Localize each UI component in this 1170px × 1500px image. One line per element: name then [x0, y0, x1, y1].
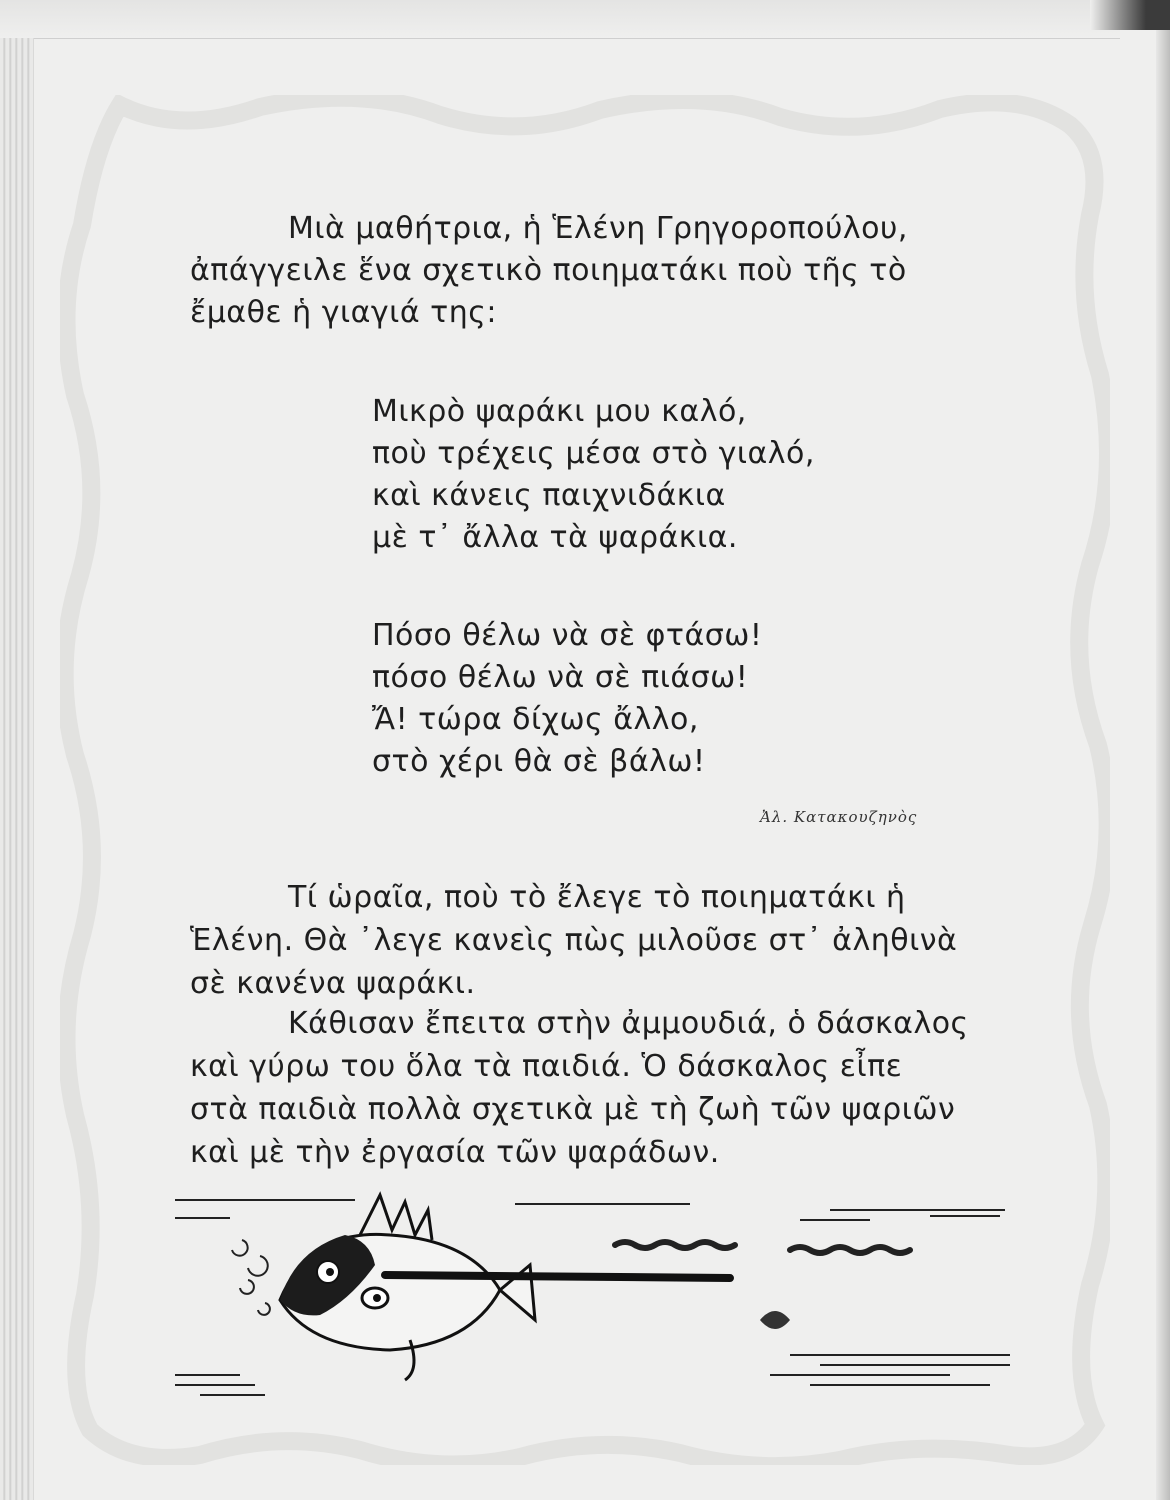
page-corner-shadow	[1090, 0, 1170, 30]
after-line-1: Τί ὡραῖα, ποὺ τὸ ἔλεγε τὸ ποιηματάκι ἡ	[288, 880, 906, 915]
poem-stanza-1	[372, 391, 815, 559]
poem-line: Μικρὸ ψαράκι μου καλό,	[372, 394, 747, 429]
fish-icon	[280, 1195, 730, 1380]
poem-line: πόσο θέλω νὰ σὲ πιάσω!	[372, 660, 749, 695]
after-poem-paragraph	[190, 876, 1020, 1005]
poem-line: ποὺ τρέχεις μέσα στὸ γιαλό,	[372, 436, 815, 471]
page-top-edge	[0, 0, 1120, 39]
last-line-2: καὶ γύρω του ὅλα τὰ παιδιά. Ὁ δάσκαλος εἶπε	[190, 1049, 903, 1084]
intro-line-1: Μιὰ μαθήτρια, ἡ Ἑλένη Γρηγοροπούλου,	[288, 211, 908, 246]
page-right-edge	[1156, 30, 1170, 1500]
last-line-3: στὰ παιδιὰ πολλὰ σχετικὰ μὲ τὴ ζωὴ τῶν ψαριῶν	[190, 1092, 956, 1127]
poem-line: στὸ χέρι θὰ σὲ βάλω!	[372, 744, 706, 779]
book-spine	[0, 38, 34, 1500]
intro-paragraph	[190, 208, 1020, 334]
last-line-1: Κάθισαν ἔπειτα στὴν ἀμμουδιά, ὁ δάσκαλος	[288, 1006, 969, 1041]
poem-line: μὲ τ᾿ ἄλλα τὰ ψαράκια.	[372, 520, 738, 555]
after-line-2: Ἑλένη. Θὰ ᾿λεγε κανεὶς πὼς μιλοῦσε στ᾿ ἀληθινὰ	[190, 923, 958, 958]
poem-line: καὶ κάνεις παιχνιδάκια	[372, 478, 726, 513]
poem-author: Ἀλ. Κατακουζηνὸς	[760, 808, 918, 826]
intro-line-2: ἀπάγγειλε ἕνα σχετικὸ ποιηματάκι ποὺ τῆς τὸ	[190, 253, 907, 288]
last-line-4: καὶ μὲ τὴν ἐργασία τῶν ψαράδων.	[190, 1135, 720, 1170]
poem-line: Πόσο θέλω νὰ σὲ φτάσω!	[372, 618, 763, 653]
poem-stanza-2	[372, 615, 762, 783]
fish-illustration	[170, 1180, 1030, 1420]
last-paragraph	[190, 1002, 1020, 1174]
intro-line-3: ἔμαθε ἡ γιαγιά της:	[190, 295, 497, 330]
poem-line: Ἄ! τώρα δίχως ἄλλο,	[372, 702, 699, 737]
after-line-3: σὲ κανένα ψαράκι.	[190, 966, 476, 1001]
